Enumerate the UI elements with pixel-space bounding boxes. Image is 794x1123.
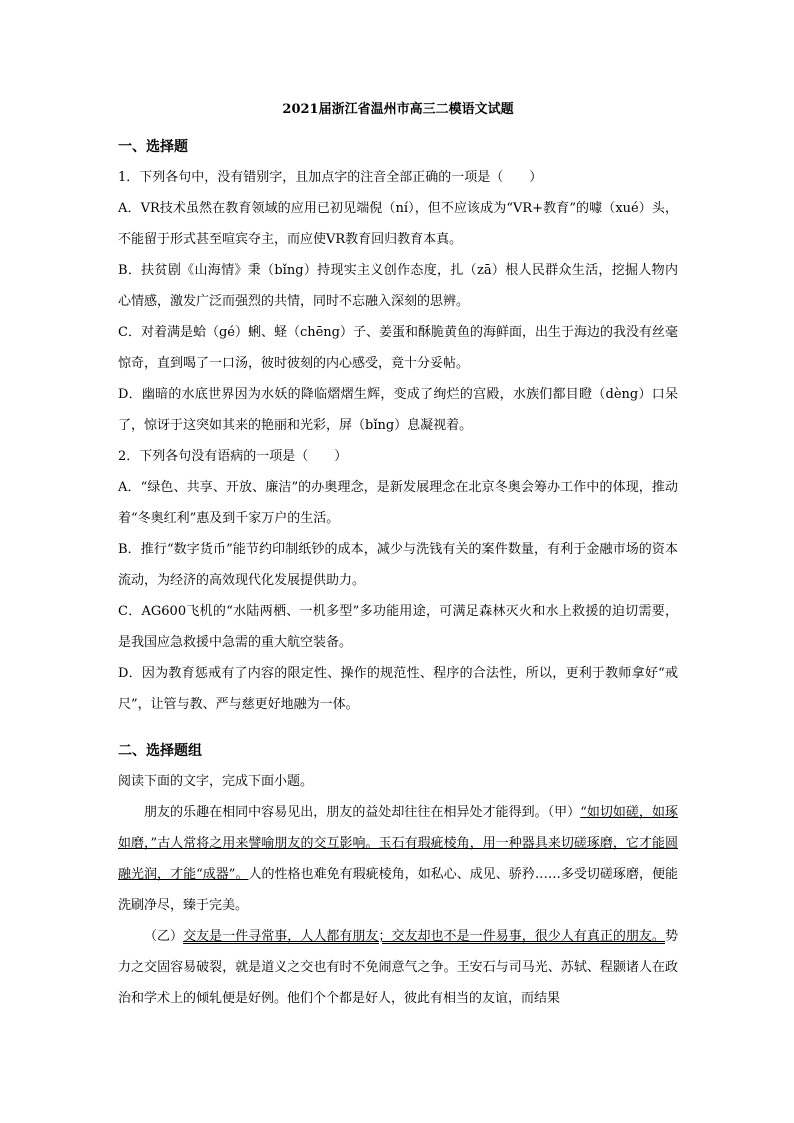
section-heading-1: 一、选择题 <box>118 139 188 155</box>
passage-paragraph-1 <box>118 797 678 921</box>
question-2-option-d: D．因为教育惩戒有了内容的限定性、操作的规范性、程序的合法性，所以，更利于教师拿好“戒尺”，让管与教、严与慈更好地融为一体。 <box>118 666 678 712</box>
section-heading-2: 二、选择题组 <box>118 743 202 759</box>
underlined-sentence-yi: 交友是一件寻常事，人人都有朋友；交友却也不是一件易事，很少人有真正的朋友。 <box>183 929 665 944</box>
paragraph-2-lead: （乙） <box>144 929 184 944</box>
question-1-stem: 1．下列各句中，没有错别字，且加点字的注音全部正确的一项是（ ） <box>118 170 543 185</box>
question-2-option-b: B．推行“数字货币”能节约印制纸钞的成本，减少与洗钱有关的案件数量，有利于金融市场的资本流动，为经济的高效现代化发展提供助力。 <box>118 542 678 588</box>
document-page <box>118 100 678 1014</box>
question-1-option-a: A．VR技术虽然在教育领域的应用已初见端倪（ní），但不应该成为“VR+教育”的噱（xué）头，不能留于形式甚至喧宾夺主，而应使VR教育回归教育本真。 <box>118 201 678 247</box>
question-1-option-d: D．幽暗的水底世界因为水妖的降临熠熠生辉，变成了绚烂的宫殿，水族们都目瞪（dèng）口呆了，惊讶于这突如其来的艳丽和光彩，屏（bǐng）息凝视着。 <box>118 387 678 433</box>
question-2-option-a: A．“绿色、共享、开放、廉洁”的办奥理念，是新发展理念在北京冬奥会筹办工作中的体现，推动着“冬奥红利”惠及到千家万户的生活。 <box>118 480 678 526</box>
question-1-option-c: C．对着满是蛤（gé）蜊、蛏（chēng）子、姜蛋和酥脆黄鱼的海鲜面，出生于海边的我没有丝毫惊奇，直到喝了一口汤，彼时彼刻的内心感受，竟十分妥帖。 <box>118 325 679 371</box>
paragraph-2-tail: 势力之交固容易破裂，就是道义之交也有时不免闹意气之争。王安石与司马光、苏轼、程颢诸人在政治和学术上的倾轧便是好例。他们个个都是好人，彼此有相当的友谊，而结果 <box>118 929 678 1006</box>
paragraph-1-tail: 人的性格也难免有瑕疵棱角，如私心、成见、骄矜……多受切磋琢磨，便能洗刷净尽，臻于完美。 <box>118 867 678 913</box>
doc-title: 2021届浙江省温州市高三二模语文试题 <box>282 102 514 117</box>
question-2-option-c: C．AG600飞机的“水陆两栖、一机多型”多功能用途，可满足森林灭火和水上救援的迫切需要，是我国应急救援中急需的重大航空装备。 <box>118 604 678 650</box>
question-1-option-b: B．扶贫剧《山海情》秉（bǐng）持现实主义创作态度，扎（zā）根人民群众生活，挖掘人物内心情感，激发广泛而强烈的共情，同时不忘融入深刻的思辨。 <box>118 263 678 309</box>
passage-paragraph-2 <box>118 921 678 1014</box>
reading-instruction: 阅读下面的文字，完成下面小题。 <box>118 774 314 789</box>
paragraph-1-lead: 朋友的乐趣在相同中容易见出，朋友的益处却往往在相异处才能得到。（甲） <box>144 805 581 820</box>
underlined-sentence-jia: “如切如磋，如琢如磨，”古人常将之用来譬喻朋友的交互影响。玉石有瑕疵棱角，用一种器具来切磋琢磨，它才能圆融光润，才能“成器”。 <box>118 805 678 882</box>
question-2-stem: 2．下列各句没有语病的一项是（ ） <box>118 449 348 464</box>
